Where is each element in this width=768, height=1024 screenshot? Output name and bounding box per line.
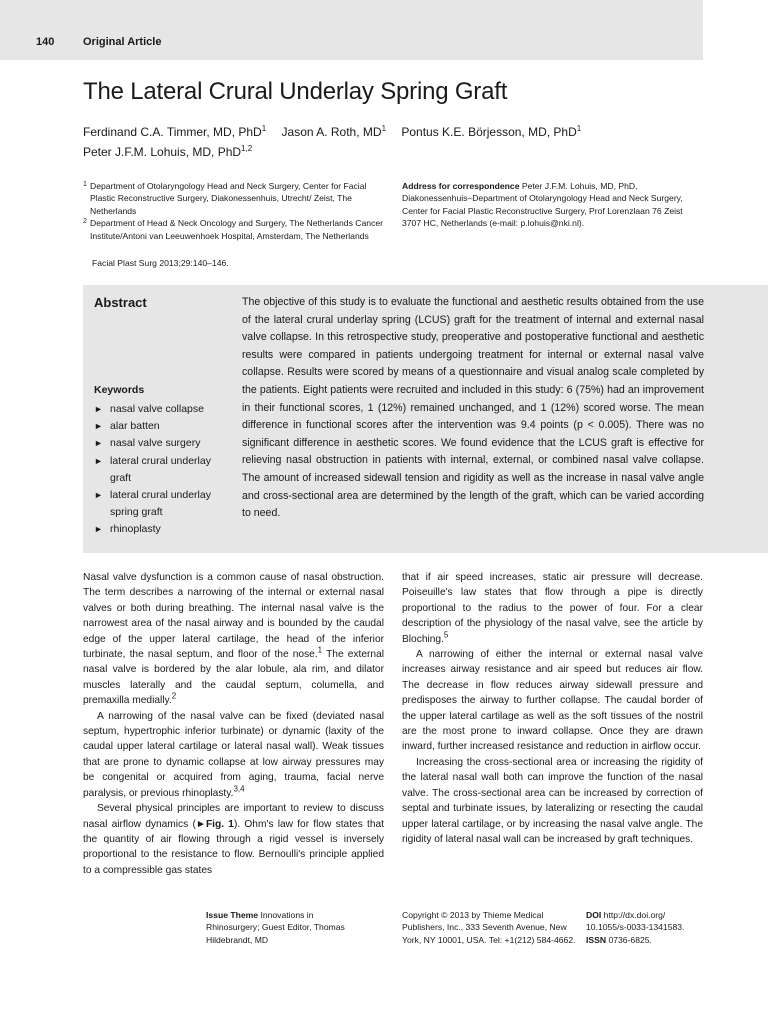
issn-label: ISSN bbox=[586, 934, 607, 945]
doi-label: DOI bbox=[586, 910, 602, 920]
affiliations bbox=[83, 180, 388, 242]
page-number: 140 bbox=[36, 36, 55, 48]
body-paragraph bbox=[402, 647, 703, 755]
correspondence-address bbox=[402, 180, 702, 230]
arrow-right-icon: ► bbox=[94, 490, 103, 501]
running-header bbox=[0, 0, 703, 60]
keyword-item: ► lateral crural underlay graft bbox=[94, 454, 211, 484]
reference-mark: 3,4 bbox=[233, 784, 245, 794]
section-label: Original Article bbox=[83, 36, 162, 48]
author-line-2 bbox=[83, 142, 581, 162]
figure-reference[interactable]: ►Fig. 1 bbox=[195, 818, 234, 830]
body-paragraph bbox=[83, 709, 384, 801]
keyword-item: ► nasal valve surgery bbox=[94, 435, 234, 452]
issue-theme bbox=[206, 909, 366, 946]
arrow-right-icon: ► bbox=[94, 524, 103, 535]
affiliation-item: 1 Department of Otolaryngology Head and Neck Surgery, Center for Facial Plastic Reconstructive Surgery, Diakonessenhuis, Utrecht/ Zeist, The Netherlands bbox=[83, 181, 367, 216]
affiliation-item: 2 Department of Head & Neck Oncology and Surgery, The Netherlands Cancer Institute/Antoni van Leeuwenhoek Hospital, Amsterdam, The Netherlands bbox=[83, 218, 383, 241]
abstract-heading: Abstract bbox=[94, 295, 147, 310]
text-run: The external nasal valve is bordered by the alar lobule, ala rim, and dilator muscles laterally and the caudal septum, columella, and premaxilla medially. bbox=[83, 649, 384, 707]
author-affiliation-mark: 1 bbox=[381, 124, 387, 133]
body-paragraph bbox=[402, 755, 703, 847]
correspondence-text: Peter J.F.M. Lohuis, MD, PhD, Diakonessenhuis–Department of Otolaryngology Head and Neck Surgery, Center for Facial Plastic Reconstructive Surgery, Prof Lorenzlaan 76 Zeist 3707 HC, Netherlands (e-mail: p.lohuis@nki.nl). bbox=[402, 181, 683, 229]
issn-value: 0736-6825. bbox=[608, 934, 652, 945]
arrow-right-icon: ► bbox=[94, 438, 103, 449]
author-line-1 bbox=[83, 122, 581, 142]
author-list bbox=[83, 122, 581, 162]
keyword-item: ► lateral crural underlay spring graft bbox=[94, 489, 211, 519]
author-name: Ferdinand C.A. Timmer, MD, PhD bbox=[83, 125, 262, 139]
text-run: Increasing the cross-sectional area or increasing the rigidity of the lateral nasal wall both can improve the function of the nasal valve. The cross-sectional area can be increased by correction of septal and turbinate issues, by lateralizing or resecting the caudal upper lateral cartilage, or by increasing the nasal valve angle. The rigidity of lateral nasal wall can be increased by graft techniques. bbox=[402, 756, 703, 845]
copyright-notice: Copyright © 2013 by Thieme Medical Publishers, Inc., 333 Seventh Avenue, New York, NY 10001, USA. Tel: +1(212) 584-4662. bbox=[402, 910, 576, 945]
keyword-item: ► nasal valve collapse bbox=[94, 401, 234, 418]
keyword-item: ► alar batten bbox=[94, 418, 234, 435]
text-run: that if air speed increases, static air pressure will decrease. Poiseuille's law states that flow through a pipe is directly proportional to the radius to the power of four. For a clear description of the physiology of the nasal valve, see the article by Bloching. bbox=[402, 572, 703, 645]
author-affiliation-mark: 1 bbox=[576, 124, 582, 133]
text-run: Several physical principles are important to review to discuss nasal airflow dynamics ( bbox=[83, 803, 384, 830]
body-column-right bbox=[402, 570, 703, 847]
body-paragraph bbox=[83, 570, 384, 709]
author-affiliation-mark: 1,2 bbox=[241, 144, 253, 153]
arrow-right-icon: ► bbox=[94, 421, 103, 432]
author-name: Pontus K.E. Börjesson, MD, PhD bbox=[401, 125, 577, 139]
author-name: Jason A. Roth, MD bbox=[281, 125, 382, 139]
issue-theme-text: Innovations in Rhinosurgery; Guest Editor, Thomas Hildebrandt, MD bbox=[206, 910, 345, 945]
keywords-heading: Keywords bbox=[94, 384, 145, 396]
keywords-list bbox=[94, 401, 234, 539]
text-run: A narrowing of either the internal or external nasal valve increases airway resistance and air speed but reduces air flow. The decrease in flow reduces airway sidewall pressure and predisposes the airway to further collapse. The caudal border of the upper lateral cartilage as well as the soft tissues of the nostril are the most prone to inward collapse. Once they are drawn inward, further increased resistance and reduction in airflow occur. bbox=[402, 649, 703, 753]
text-run: Nasal valve dysfunction is a common cause of nasal obstruction. The term describes a narrowing of the internal or external nasal valves or both during breathing. The internal nasal valve is the narrowest area of the nasal airway and is bounded by the caudal edge of the upper lateral cartilage, the head of the inferior turbinate, the nasal septum, and floor of the nose. bbox=[83, 572, 384, 661]
correspondence-label: Address for correspondence bbox=[402, 181, 520, 191]
doi-link[interactable]: http://dx.doi.org/ 10.1055/s-0033-1341583. bbox=[586, 910, 685, 933]
body-column-left bbox=[83, 570, 384, 878]
journal-citation: Facial Plast Surg 2013;29:140–146. bbox=[92, 258, 229, 268]
reference-mark: 1 bbox=[317, 645, 323, 655]
abstract-text: The objective of this study is to evaluate the functional and aesthetic results obtained from the use of the lateral crural underlay spring (LCUS) graft for the treatment of internal and external nasal valve collapse. In this retrospective study, preoperative and postoperative functional and aesthetic results were compared in patients undergoing treatment for internal or external nasal valve collapse. Results were scored by means of a questionnaire and visual analog scale completed by the patients. Eight patients were recruited and included in this study: 6 (75%) had an improvement in their functional scores, 1 (12%) remained unchanged, and 1 (12%) scored worse. The mean difference in functional scores after the intervention was 9.4 points (p < 0.005). There was no significant difference in aesthetic scores. We found evidence that the LCUS graft is effective for relieving nasal obstruction in patients with internal, external, or combined nasal valve collapse. The amount of increased sidewall tension and rigidity as well as the increase in nasal valve angle and cross-sectional area are determined by the length of the graft, which can be varied according to need. bbox=[242, 296, 704, 520]
body-paragraph bbox=[402, 570, 703, 647]
article-title: The Lateral Crural Underlay Spring Graft bbox=[83, 78, 508, 105]
arrow-right-icon: ► bbox=[94, 404, 103, 414]
text-run: A narrowing of the nasal valve can be fixed (deviated nasal septum, hypertrophic inferior turbinate) or dynamic (laxity of the caudal upper lateral cartilage or lateral nasal wall). Weak tissues that are prone to dynamic collapse at low airway pressures may be congenital or acquired from aging, trauma, facial nerve paralysis, or previous rhinoplasty. bbox=[83, 710, 384, 799]
abstract-box bbox=[83, 285, 768, 553]
issue-theme-label: Issue Theme bbox=[206, 910, 259, 920]
author-affiliation-mark: 1 bbox=[261, 124, 267, 133]
reference-mark: 5 bbox=[443, 630, 449, 640]
author-name: Peter J.F.M. Lohuis, MD, PhD bbox=[83, 145, 242, 159]
keyword-item: ► rhinoplasty bbox=[94, 521, 234, 538]
doi-issn bbox=[586, 909, 706, 946]
body-paragraph bbox=[83, 801, 384, 878]
reference-mark: 2 bbox=[171, 691, 177, 701]
text-run: ). Ohm's law for flow states that the quantity of air flowing through a rigid vessel is inversely proportional to the resistance to flow. Bernoulli's principle applied to a compressible gas states bbox=[83, 818, 384, 876]
arrow-right-icon: ► bbox=[94, 455, 103, 466]
